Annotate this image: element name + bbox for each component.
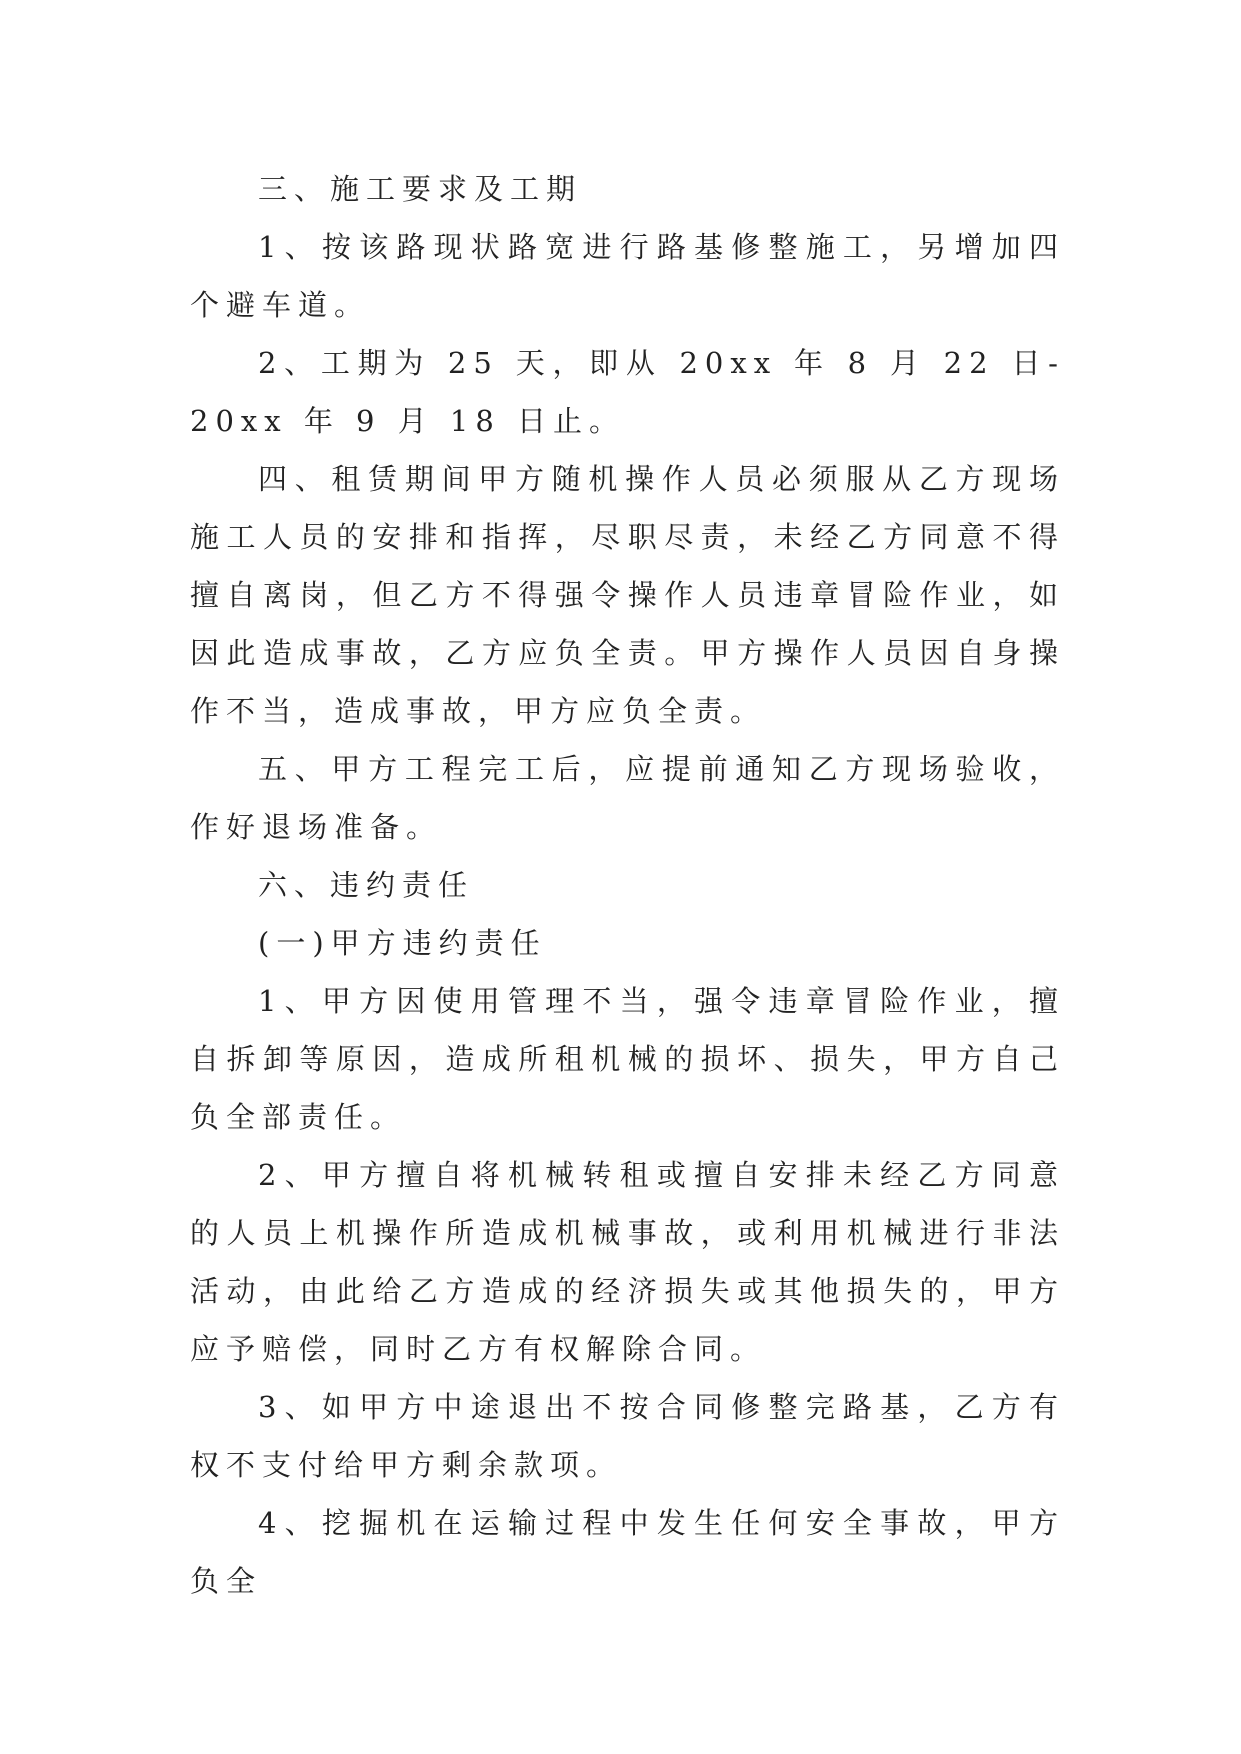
paragraph-liability-2: 2、甲方擅自将机械转租或擅自安排未经乙方同意的人员上机操作所造成机械事故，或利用机械进行非法活动，由此给乙方造成的经济损失或其他损失的，甲方应予赔偿，同时乙方有权解除合同。 — [190, 1158, 1065, 1366]
paragraph-liability-1: 1、甲方因使用管理不当，强令违章冒险作业，擅自拆卸等原因，造成所租机械的损坏、损失，甲方自己负全部责任。 — [190, 984, 1065, 1134]
section-heading-liability: 六、违约责任 — [258, 868, 475, 902]
paragraph-liability-3: 3、如甲方中途退出不按合同修整完路基，乙方有权不支付给甲方剩余款项。 — [190, 1390, 1065, 1482]
document-body — [190, 160, 1065, 1610]
paragraph-section-4-operators: 四、租赁期间甲方随机操作人员必须服从乙方现场施工人员的安排和指挥，尽职尽责，未经乙方同意不得擅自离岗，但乙方不得强令操作人员违章冒险作业，如因此造成事故，乙方应负全责。甲方操作人员因自身操作不当，造成事故，甲方应负全责。 — [190, 462, 1065, 728]
section-heading-construction-requirements: 三、施工要求及工期 — [258, 172, 583, 206]
paragraph-clause-1-roadbed: 1、按该路现状路宽进行路基修整施工，另增加四个避车道。 — [190, 230, 1065, 322]
subsection-heading-party-a-liability: (一)甲方违约责任 — [258, 926, 547, 960]
paragraph-section-5-completion: 五、甲方工程完工后，应提前通知乙方现场验收，作好退场准备。 — [190, 752, 1065, 844]
paragraph-liability-4: 4、挖掘机在运输过程中发生任何安全事故，甲方负全 — [190, 1506, 1065, 1598]
paragraph-clause-2-schedule: 2、工期为 25 天，即从 20xx 年 8 月 22 日-20xx 年 9 月 18 日止。 — [190, 346, 1065, 438]
